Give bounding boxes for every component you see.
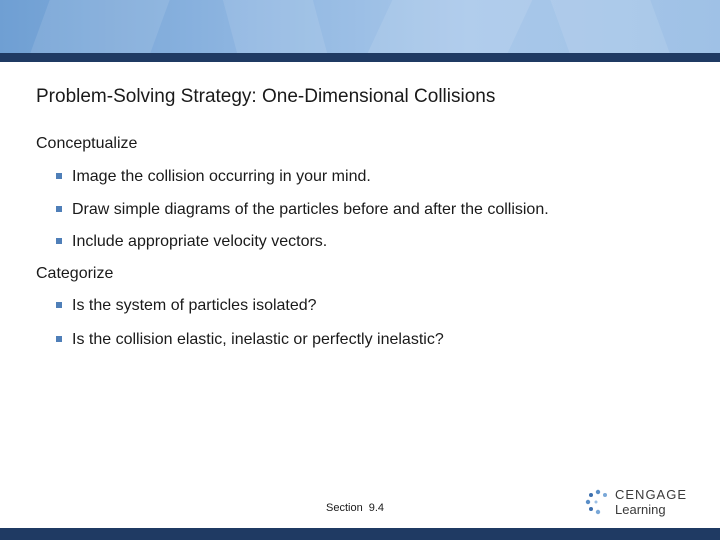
bullet-text: Is the collision elastic, inelastic or perfectly inelastic?: [72, 331, 444, 348]
bullet-item: [56, 331, 444, 349]
section-heading-conceptualize: Conceptualize: [36, 135, 138, 152]
bullet-square-icon: [56, 173, 62, 179]
slide-title: Problem-Solving Strategy: One-Dimensional Collisions: [36, 86, 496, 107]
bullet-text: Draw simple diagrams of the particles before and after the collision.: [72, 201, 549, 218]
header-rule: [0, 53, 720, 62]
bullet-item: [56, 233, 327, 251]
bullet-text: Is the system of particles isolated?: [72, 297, 317, 314]
bullet-square-icon: [56, 238, 62, 244]
cengage-logo: [584, 486, 694, 520]
logo-wordmark-line1: CENGAGE: [615, 487, 688, 502]
bullet-square-icon: [56, 302, 62, 308]
bullet-square-icon: [56, 206, 62, 212]
bullet-text: Image the collision occurring in your mind.: [72, 168, 371, 185]
section-heading-categorize: Categorize: [36, 265, 114, 282]
section-footer: Section 9.4: [326, 502, 385, 514]
bullet-item: [56, 201, 549, 219]
bullet-item: [56, 297, 317, 315]
cengage-starburst-icon: [584, 488, 612, 516]
bullet-item: [56, 168, 371, 186]
bullet-text: Include appropriate velocity vectors.: [72, 233, 328, 250]
logo-wordmark-line2: Learning: [615, 502, 666, 517]
header-band: [0, 0, 720, 53]
footer-band: [0, 528, 720, 540]
bullet-square-icon: [56, 336, 62, 342]
